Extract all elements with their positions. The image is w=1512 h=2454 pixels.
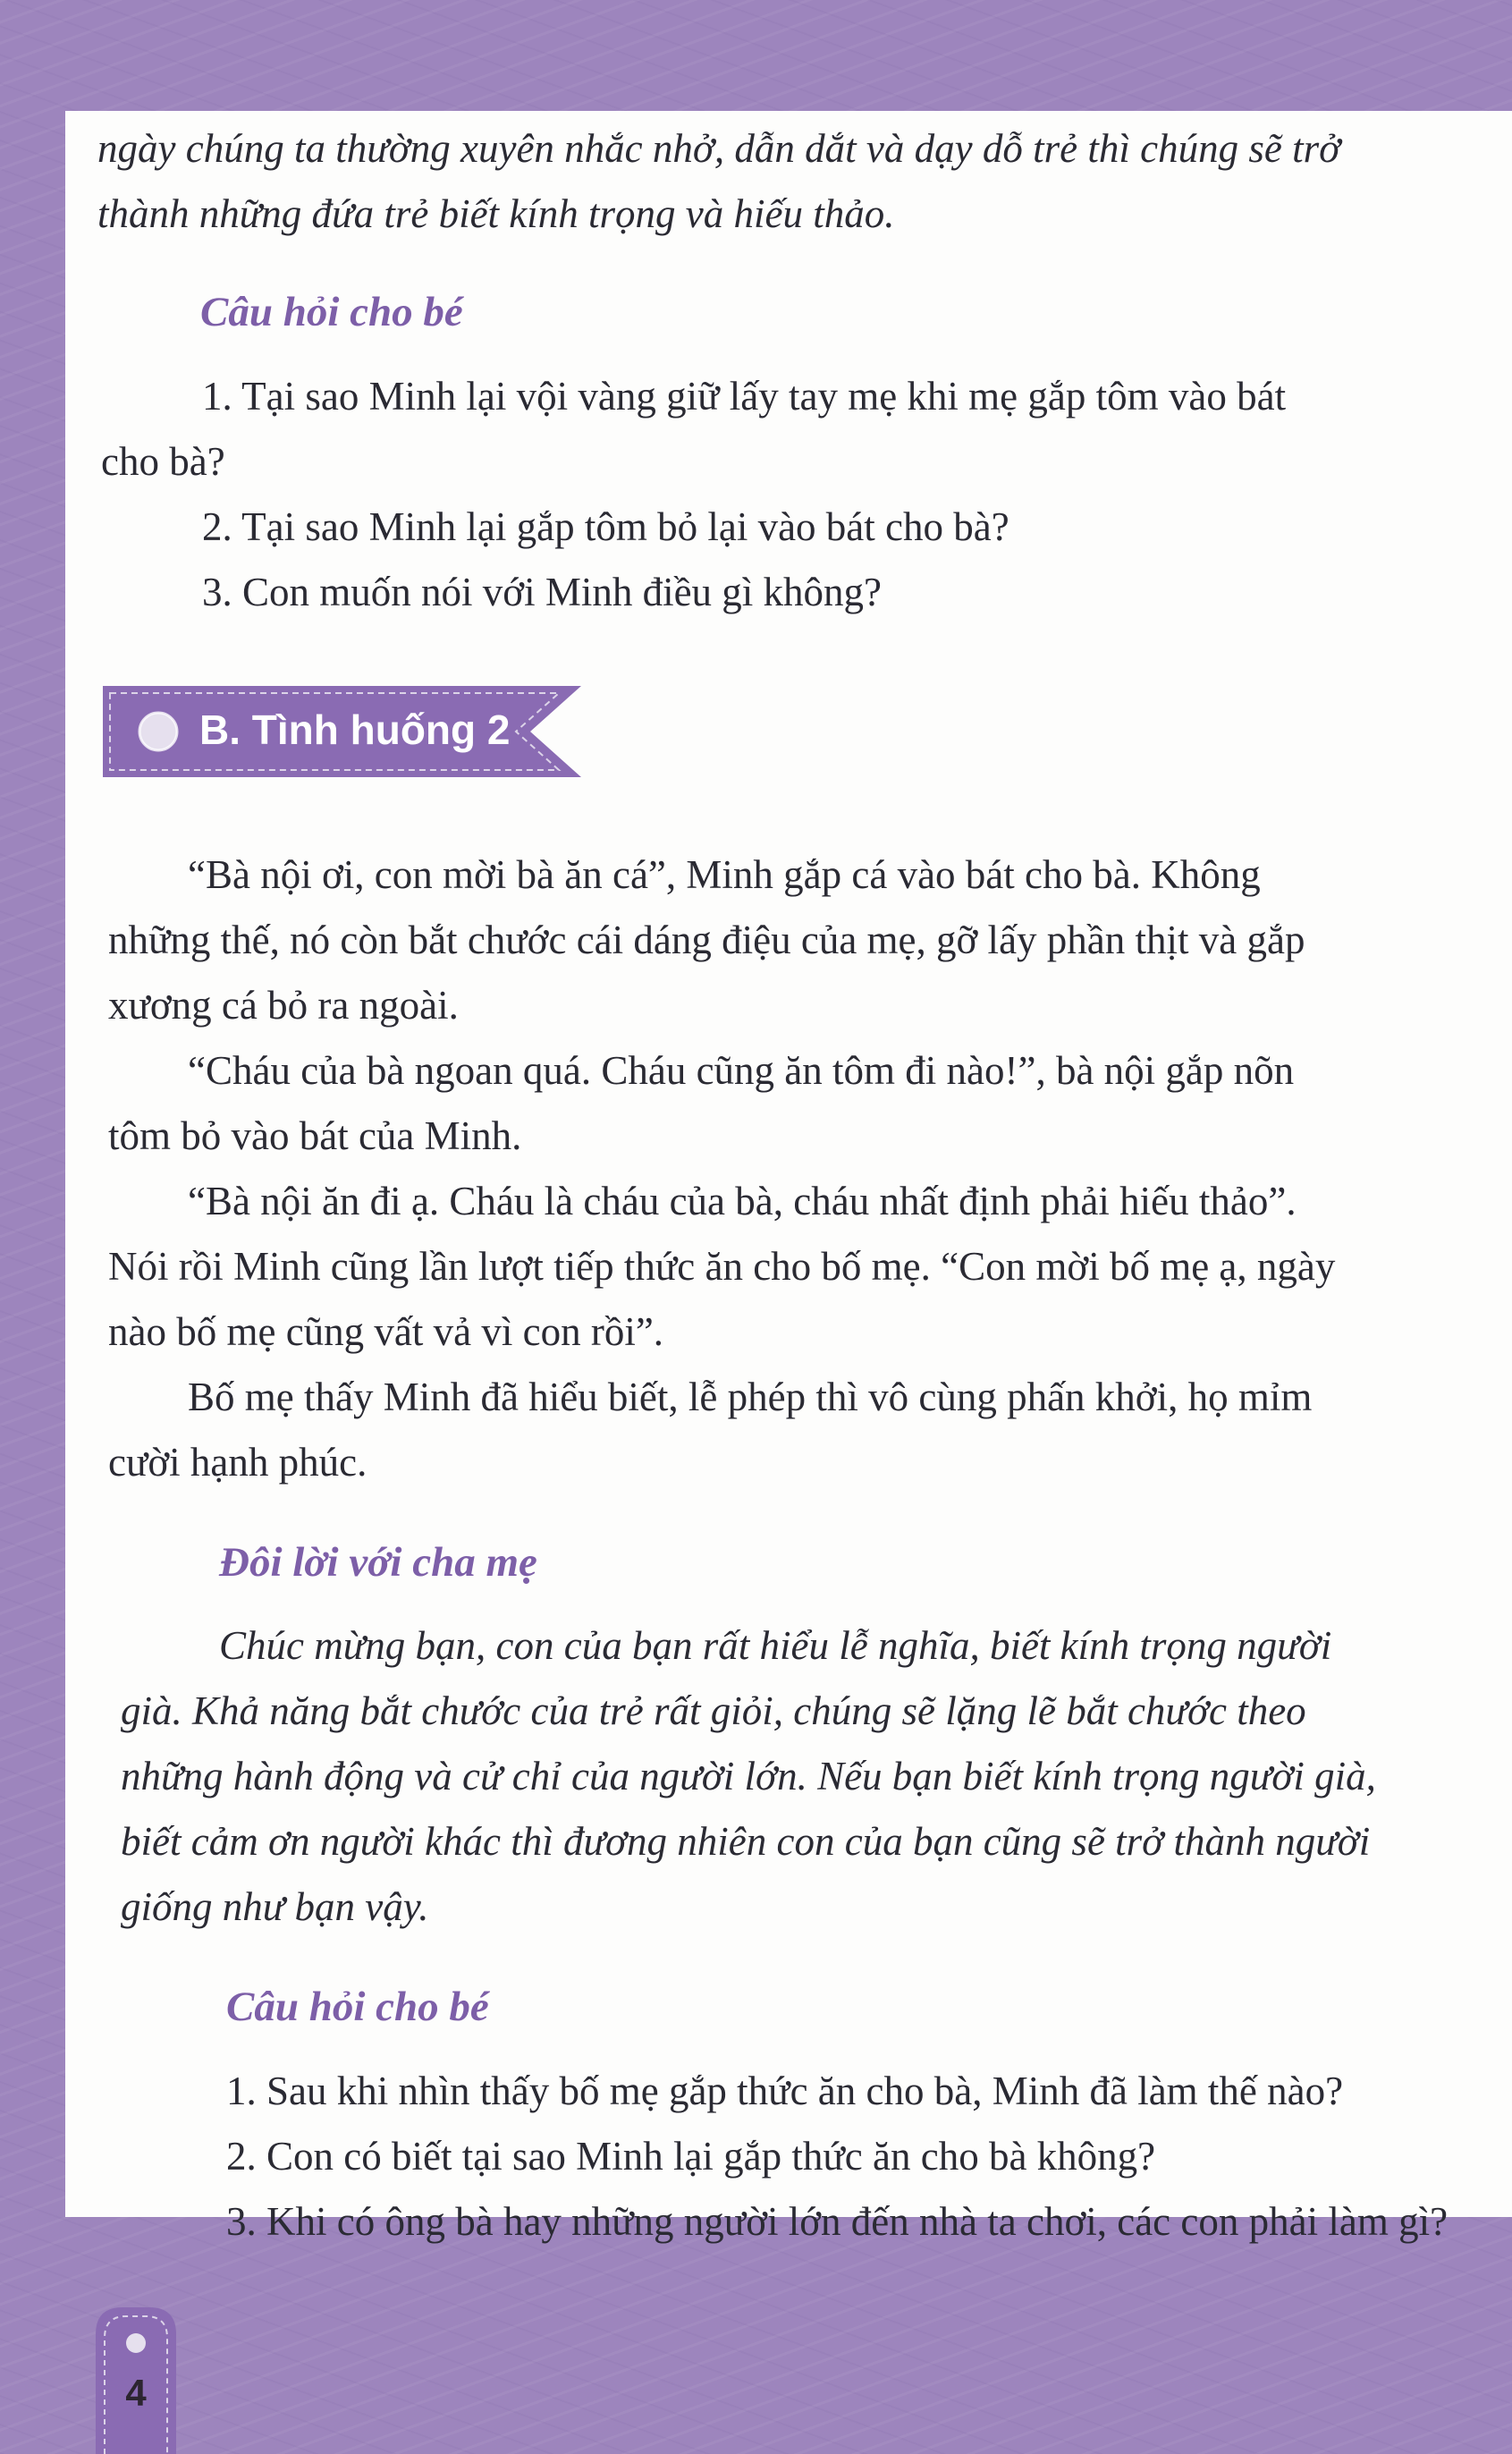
story-line: Nói rồi Minh cũng lần lượt tiếp thức ăn cho bố mẹ. “Con mời bố mẹ ạ, ngày — [108, 1244, 1336, 1289]
story-line: cười hạnh phúc. — [108, 1440, 367, 1485]
page-number-tab — [96, 2307, 176, 2454]
questions-heading: Câu hỏi cho bé — [226, 1984, 489, 2030]
parents-line: những hành động và cử chỉ của người lớn. Nếu bạn biết kính trọng người già, — [121, 1754, 1376, 1798]
story-line: nào bố mẹ cũng vất vả vì con rồi”. — [108, 1309, 664, 1354]
question-item: 1. Sau khi nhìn thấy bố mẹ gắp thức ăn cho bà, Minh đã làm thế nào? — [226, 2069, 1344, 2113]
question-item: 2. Tại sao Minh lại gắp tôm bỏ lại vào bát cho bà? — [202, 504, 1009, 549]
question-item: cho bà? — [101, 439, 225, 484]
section-banner — [103, 686, 581, 777]
question-item: 3. Khi có ông bà hay những người lớn đến nhà ta chơi, các con phải làm gì? — [226, 2199, 1449, 2244]
parents-line: Chúc mừng bạn, con của bạn rất hiểu lễ nghĩa, biết kính trọng người — [219, 1623, 1332, 1668]
question-item: 3. Con muốn nói với Minh điều gì không? — [202, 570, 883, 614]
questions-heading: Câu hỏi cho bé — [200, 289, 463, 335]
story-line: “Bà nội ơi, con mời bà ăn cá”, Minh gắp cá vào bát cho bà. Không — [188, 852, 1261, 897]
story-line: “Cháu của bà ngoan quá. Cháu cũng ăn tôm đi nào!”, bà nội gắp nõn — [188, 1048, 1295, 1093]
page-content — [65, 111, 1512, 2244]
parents-heading: Đôi lời với cha mẹ — [219, 1539, 537, 1586]
story-line: những thế, nó còn bắt chước cái dáng điệu của mẹ, gỡ lấy phần thịt và gắp — [108, 918, 1305, 962]
parents-line: già. Khả năng bắt chước của trẻ rất giỏi, chúng sẽ lặng lẽ bắt chước theo — [121, 1688, 1306, 1733]
section-title: B. Tình huống 2 — [199, 707, 511, 753]
story-line: “Bà nội ăn đi ạ. Cháu là cháu của bà, cháu nhất định phải hiếu thảo”. — [188, 1179, 1297, 1223]
story-line: tôm bỏ vào bát của Minh. — [108, 1113, 522, 1158]
page-number: 4 — [125, 2372, 147, 2414]
intro-line: ngày chúng ta thường xuyên nhắc nhở, dẫn dắt và dạy dỗ trẻ thì chúng sẽ trở — [97, 126, 1341, 171]
story-line: xương cá bỏ ra ngoài. — [108, 983, 459, 1028]
parents-line: biết cảm ơn người khác thì đương nhiên con của bạn cũng sẽ trở thành người — [121, 1819, 1371, 1864]
tab-bullet-icon — [126, 2333, 146, 2353]
story-line: Bố mẹ thấy Minh đã hiểu biết, lễ phép thì vô cùng phấn khởi, họ mỉm — [188, 1375, 1313, 1419]
question-item: 2. Con có biết tại sao Minh lại gắp thức ăn cho bà không? — [226, 2134, 1156, 2179]
intro-line: thành những đứa trẻ biết kính trọng và hiếu thảo. — [97, 191, 895, 236]
question-item: 1. Tại sao Minh lại vội vàng giữ lấy tay mẹ khi mẹ gắp tôm vào bát — [202, 374, 1287, 419]
parents-line: giống như bạn vậy. — [121, 1884, 429, 1929]
